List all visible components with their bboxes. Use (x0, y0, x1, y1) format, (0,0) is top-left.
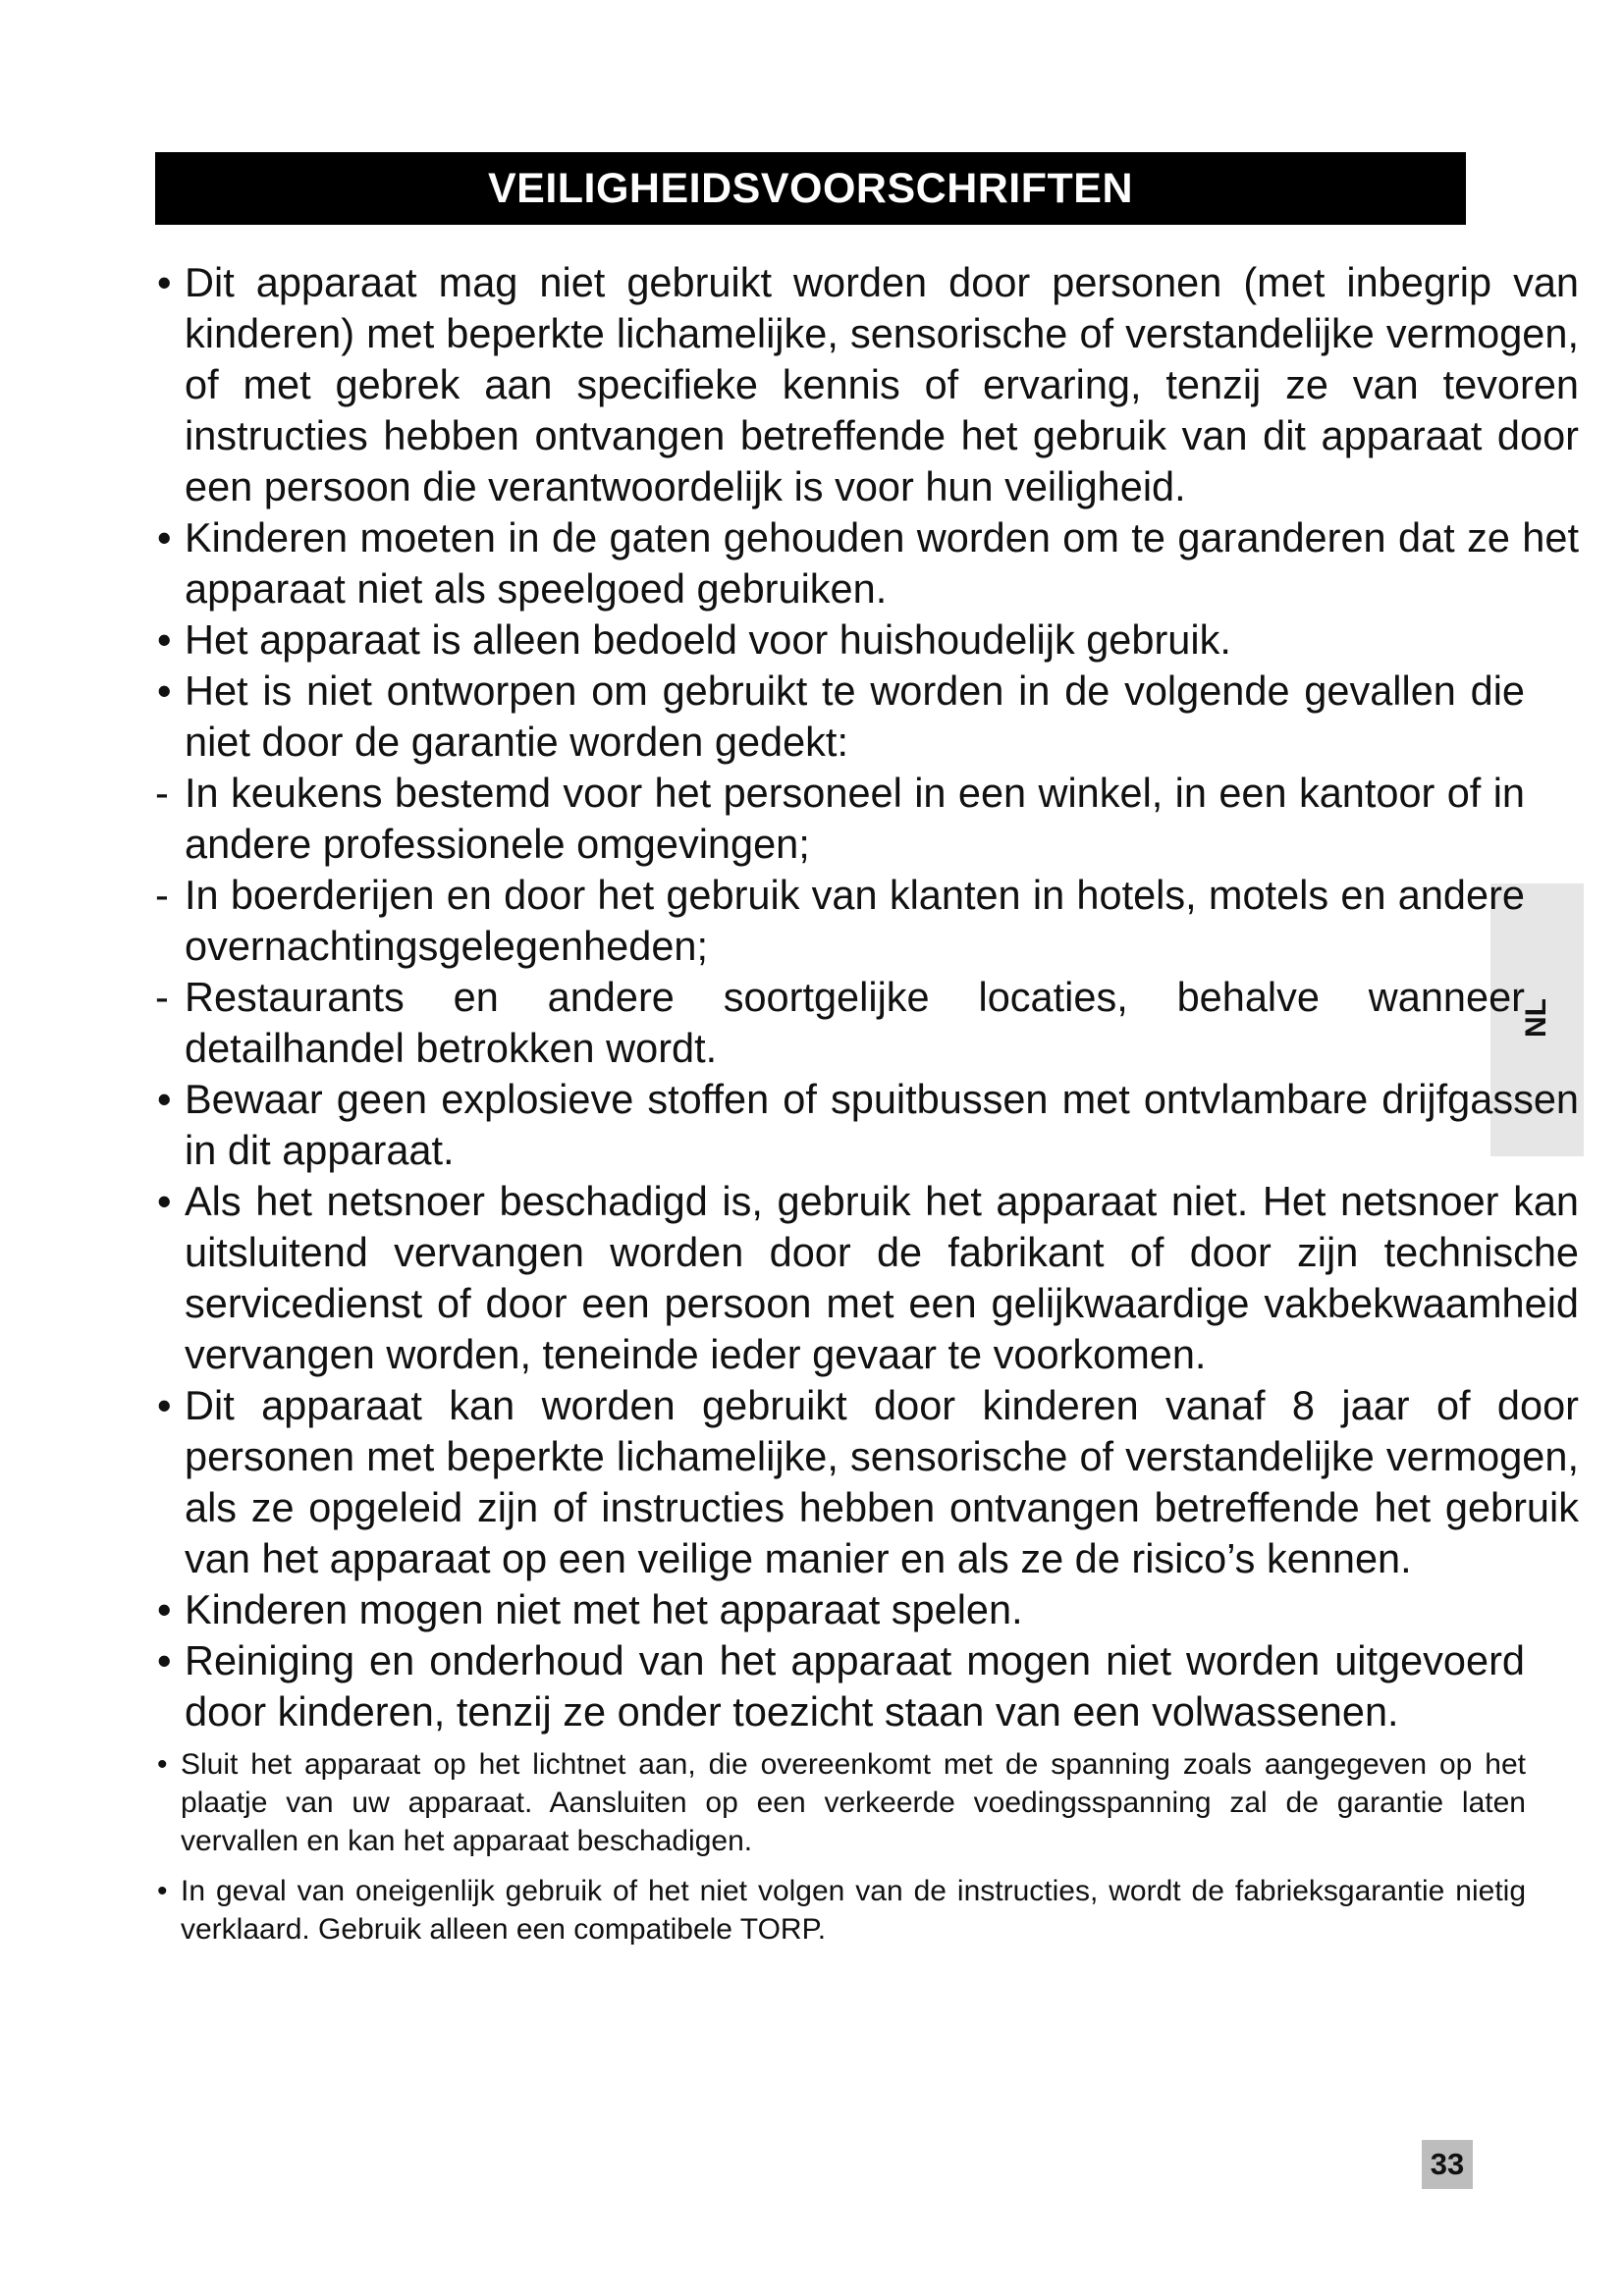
dash-marker: - (155, 974, 169, 1020)
list-item (157, 1380, 1579, 1584)
bullet-marker: • (157, 1586, 172, 1632)
sub-list-item (157, 972, 1525, 1074)
section-title-bar (155, 152, 1466, 225)
page-number (1422, 2140, 1473, 2189)
list-item-text: Sluit het apparaat op het lichtnet aan, die overeenkomt met de spanning zoals aangegeven op het plaatje van uw apparaat. Aansluiten op een verkeerde voedingsspanning zal de garantie laten vervallen en kan het apparaat beschadigen. (181, 1748, 1526, 1857)
list-item-text: Het apparaat is alleen bedoeld voor huishoudelijk gebruik. (185, 616, 1231, 663)
list-item-text: Als het netsnoer beschadigd is, gebruik het apparaat niet. Het netsnoer kan uitsluitend vervangen worden door de fabrikant of door zijn technische servicedienst of door een persoon met een gelijkwaardige vakbekwaamheid vervangen worden, teneinde ieder gevaar te voorkomen. (185, 1178, 1579, 1377)
bullet-marker: • (157, 667, 172, 714)
bullet-marker: • (157, 259, 172, 305)
list-item-text: Dit apparaat kan worden gebruikt door kinderen vanaf 8 jaar of door personen met beperkte lichamelijke, sensorische of verstandelijke vermogen, als ze opgeleid zijn of instructies hebben ontvangen betreffende het gebruik van het apparaat op een veilige manier en als ze de risico’s kennen. (185, 1382, 1579, 1581)
list-item (157, 1176, 1579, 1380)
list-item-text: Reiniging en onderhoud van het apparaat mogen niet worden uitgevoerd door kinderen, tenzij ze onder toezicht staan van een volwassenen. (185, 1637, 1525, 1735)
list-item-text: Kinderen moeten in de gaten gehouden worden om te garanderen dat ze het apparaat niet als speelgoed gebruiken. (185, 514, 1579, 612)
list-item (157, 257, 1579, 512)
list-item-text: In geval van oneigenlijk gebruik of het niet volgen van de instructies, wordt de fabrieksgarantie nietig verklaard. Gebruik alleen een compatibele TORP. (181, 1875, 1526, 1946)
dash-marker: - (155, 872, 169, 918)
list-item (157, 666, 1525, 768)
safety-instructions-list (155, 257, 1579, 1949)
bullet-marker: • (157, 1637, 172, 1683)
list-item (157, 1584, 1579, 1635)
list-item (157, 614, 1579, 666)
sub-list-item (157, 870, 1525, 972)
list-item-text: Kinderen mogen niet met het apparaat spelen. (185, 1586, 1023, 1632)
small-print-item (157, 1745, 1526, 1860)
list-item (157, 1074, 1579, 1176)
list-item-text: In boerderijen en door het gebruik van klanten in hotels, motels en andere overnachtingsgelegenheden; (185, 872, 1525, 969)
sub-list-item (157, 768, 1525, 870)
section-title: VEILIGHEIDSVOORSCHRIFTEN (487, 164, 1134, 212)
bullet-marker: • (157, 1178, 172, 1224)
list-item (157, 1635, 1525, 1737)
bullet-marker: • (157, 1382, 172, 1428)
page-number-text: 33 (1430, 2147, 1465, 2181)
dash-marker: - (155, 770, 169, 816)
bullet-marker: • (157, 616, 172, 663)
language-tab-label: NL (1520, 998, 1552, 1038)
list-item-text: Dit apparaat mag niet gebruikt worden door personen (met inbegrip van kinderen) met beperkte lichamelijke, sensorische of verstandelijke vermogen, of met gebrek aan specifieke kennis of ervaring, tenzij ze van tevoren instructies hebben ontvangen betreffende het gebruik van dit apparaat door een persoon die verantwoordelijk is voor hun veiligheid. (185, 259, 1579, 509)
small-print-item (157, 1872, 1526, 1949)
bullet-marker: • (157, 1748, 168, 1781)
list-item-text: Het is niet ontworpen om gebruikt te worden in de volgende gevallen die niet door de garantie worden gedekt: (185, 667, 1525, 765)
list-item (157, 512, 1579, 614)
bullet-marker: • (157, 514, 172, 561)
list-item-text: Bewaar geen explosieve stoffen of spuitbussen met ontvlambare drijfgassen in dit apparaat. (185, 1076, 1579, 1173)
list-item-text: In keukens bestemd voor het personeel in een winkel, in een kantoor of in andere professionele omgevingen; (185, 770, 1525, 867)
bullet-marker: • (157, 1875, 168, 1907)
bullet-marker: • (157, 1076, 172, 1122)
list-item-text: Restaurants en andere soortgelijke locaties, behalve wanneer detailhandel betrokken wordt. (185, 974, 1525, 1071)
